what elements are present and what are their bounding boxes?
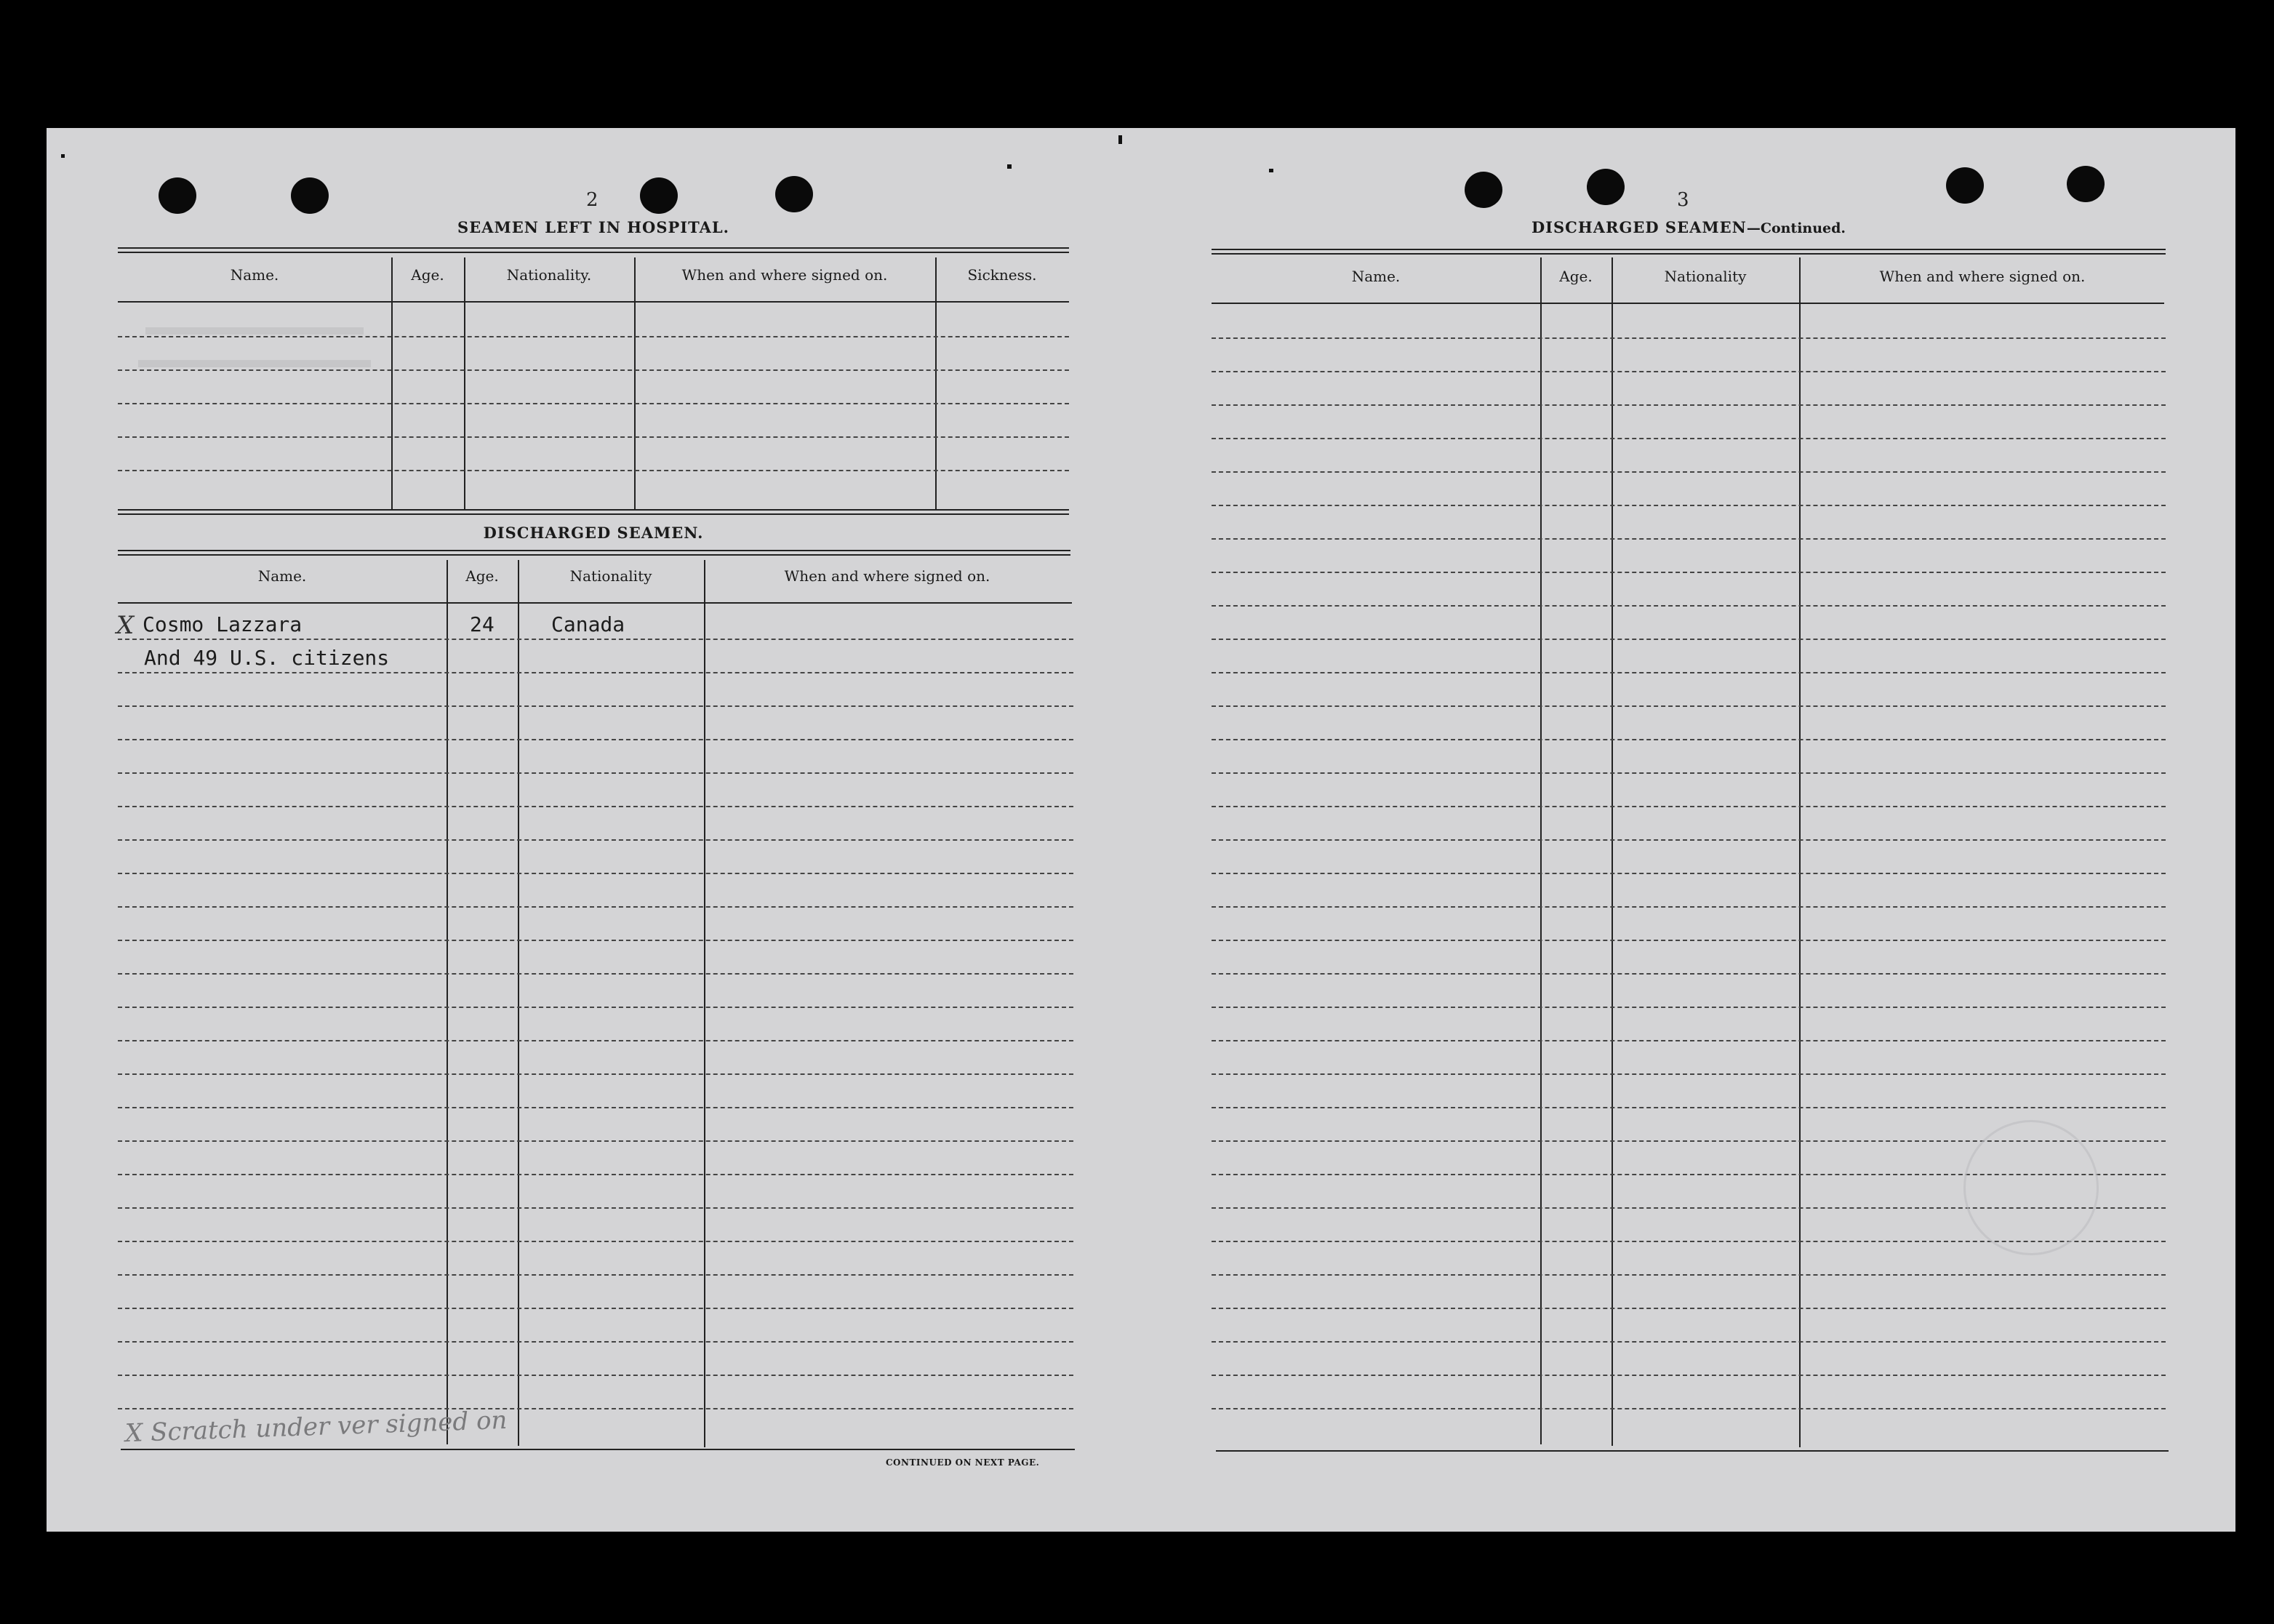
ruling-line <box>118 1241 1073 1242</box>
ruling-line <box>118 436 1069 438</box>
ruling-line <box>118 940 1073 941</box>
right-col-signed-on: When and where signed on. <box>1879 268 2086 285</box>
handwritten-note: X Scratch under ver signed on <box>124 1405 508 1449</box>
right-col-divider <box>1799 257 1801 1447</box>
hospital-col-nationality: Nationality. <box>506 266 592 284</box>
ruling-line <box>118 336 1069 337</box>
continued-footer: CONTINUED ON NEXT PAGE. <box>886 1457 1040 1468</box>
discharged-top-rule <box>118 550 1070 556</box>
punch-hole <box>775 176 813 212</box>
ruling-line <box>1212 705 2166 707</box>
ruling-line <box>118 369 1069 371</box>
show-through-mark <box>145 327 364 335</box>
ruling-line <box>118 739 1073 740</box>
discharged-bottom-rule <box>121 1449 1075 1450</box>
ruling-line <box>1212 1408 2166 1409</box>
ruling-line <box>1212 1107 2166 1108</box>
hospital-col-divider <box>634 257 636 509</box>
ruling-line <box>118 1207 1073 1209</box>
discharged-col-nationality: Nationality <box>569 567 652 585</box>
ruling-line <box>118 1408 1073 1409</box>
ruling-line <box>1212 906 2166 908</box>
ruling-line <box>1212 471 2166 473</box>
page-number-right: 3 <box>1677 189 1689 211</box>
ruling-line <box>118 1375 1073 1376</box>
ruling-line <box>118 839 1073 841</box>
punch-hole <box>291 177 329 214</box>
row-2-name: And 49 U.S. citizens <box>144 646 390 670</box>
ruling-line <box>1212 940 2166 941</box>
hospital-col-divider <box>391 257 393 509</box>
ruling-line <box>118 973 1073 975</box>
ruling-line <box>118 705 1073 707</box>
discharged-col-divider <box>447 560 448 1444</box>
ruling-line <box>118 470 1069 471</box>
page-number-left: 2 <box>586 189 598 211</box>
discharged-col-age: Age. <box>465 567 499 585</box>
ruling-line <box>1212 639 2166 640</box>
discharged-section-title: DISCHARGED SEAMEN. <box>483 524 704 542</box>
hospital-col-age: Age. <box>411 266 444 284</box>
hospital-col-divider <box>464 257 465 509</box>
right-bottom-rule <box>1216 1450 2169 1452</box>
ruling-line <box>1212 772 2166 774</box>
ruling-line <box>118 1140 1073 1142</box>
row-1-name: Cosmo Lazzara <box>143 612 303 636</box>
punch-hole <box>159 177 196 214</box>
ruling-line <box>1212 572 2166 573</box>
show-through-mark <box>138 360 371 367</box>
row-1-nationality: Canada <box>551 612 625 636</box>
ruling-line <box>1212 739 2166 740</box>
ruling-line <box>118 772 1073 774</box>
ruling-line <box>1212 505 2166 506</box>
hospital-top-rule <box>118 247 1069 253</box>
ruling-line <box>1212 1040 2166 1041</box>
row-1-mark: X <box>116 611 135 640</box>
right-col-name: Name. <box>1351 268 1401 285</box>
ruling-line <box>1212 1073 2166 1075</box>
right-top-rule <box>1212 249 2166 255</box>
hospital-col-sickness: Sickness. <box>967 266 1037 284</box>
right-header-rule <box>1212 303 2164 304</box>
ruling-line <box>1212 839 2166 841</box>
row-1-age: 24 <box>470 612 495 636</box>
ruling-line <box>1212 605 2166 607</box>
hospital-col-signed-on: When and where signed on. <box>681 266 888 284</box>
ruling-line <box>118 873 1073 874</box>
right-section-title <box>1212 218 2166 236</box>
ruling-line <box>118 906 1073 908</box>
scan-speck <box>1269 169 1273 172</box>
scan-speck <box>61 154 65 158</box>
ruling-line <box>1212 1341 2166 1343</box>
ruling-line <box>118 672 1073 673</box>
discharged-col-divider <box>704 560 705 1447</box>
punch-hole <box>1465 172 1502 208</box>
ruling-line <box>118 1107 1073 1108</box>
discharged-col-name: Name. <box>257 567 307 585</box>
discharged-col-signed-on: When and where signed on. <box>784 567 990 585</box>
punch-hole <box>640 177 678 214</box>
ruling-line <box>1212 337 2166 339</box>
right-title-main: DISCHARGED SEAMEN <box>1531 218 1747 236</box>
ruling-line <box>1212 438 2166 439</box>
ruling-line <box>118 403 1069 404</box>
hospital-header-rule <box>118 301 1069 303</box>
faint-stamp <box>1963 1120 2099 1255</box>
ruling-line <box>1212 806 2166 807</box>
ruling-line <box>1212 973 2166 975</box>
right-col-divider <box>1540 257 1542 1444</box>
scan-speck <box>1007 164 1012 169</box>
ruling-line <box>1212 1308 2166 1309</box>
ruling-line <box>118 806 1073 807</box>
ruling-line <box>1212 538 2166 540</box>
ruling-line <box>118 1308 1073 1309</box>
ruling-line <box>118 1040 1073 1041</box>
ruling-line <box>118 1073 1073 1075</box>
hospital-section-title: SEAMEN LEFT IN HOSPITAL. <box>457 218 729 236</box>
punch-hole <box>1587 169 1625 205</box>
punch-hole <box>2067 166 2105 202</box>
discharged-header-rule <box>118 602 1072 604</box>
scan-speck <box>1118 135 1122 144</box>
ruling-line <box>118 1341 1073 1343</box>
ruling-line <box>1212 1007 2166 1008</box>
ruling-line <box>1212 404 2166 406</box>
ruling-line <box>1212 672 2166 673</box>
hospital-col-name: Name. <box>230 266 279 284</box>
hospital-bottom-rule-2 <box>118 513 1069 515</box>
right-col-age: Age. <box>1559 268 1593 285</box>
discharged-col-divider <box>518 560 519 1446</box>
ruling-line <box>1212 371 2166 372</box>
right-col-divider <box>1612 257 1613 1446</box>
right-col-nationality: Nationality <box>1664 268 1747 285</box>
ruling-line <box>118 639 1073 640</box>
ruling-line <box>118 1174 1073 1175</box>
ruling-line <box>1212 1274 2166 1276</box>
punch-hole <box>1946 167 1984 204</box>
ruling-line <box>118 1274 1073 1276</box>
ruling-line <box>118 1007 1073 1008</box>
right-title-suffix: —Continued. <box>1746 220 1846 236</box>
hospital-col-divider <box>935 257 937 509</box>
ruling-line <box>1212 873 2166 874</box>
hospital-bottom-rule <box>118 509 1069 511</box>
ruling-line <box>1212 1375 2166 1376</box>
